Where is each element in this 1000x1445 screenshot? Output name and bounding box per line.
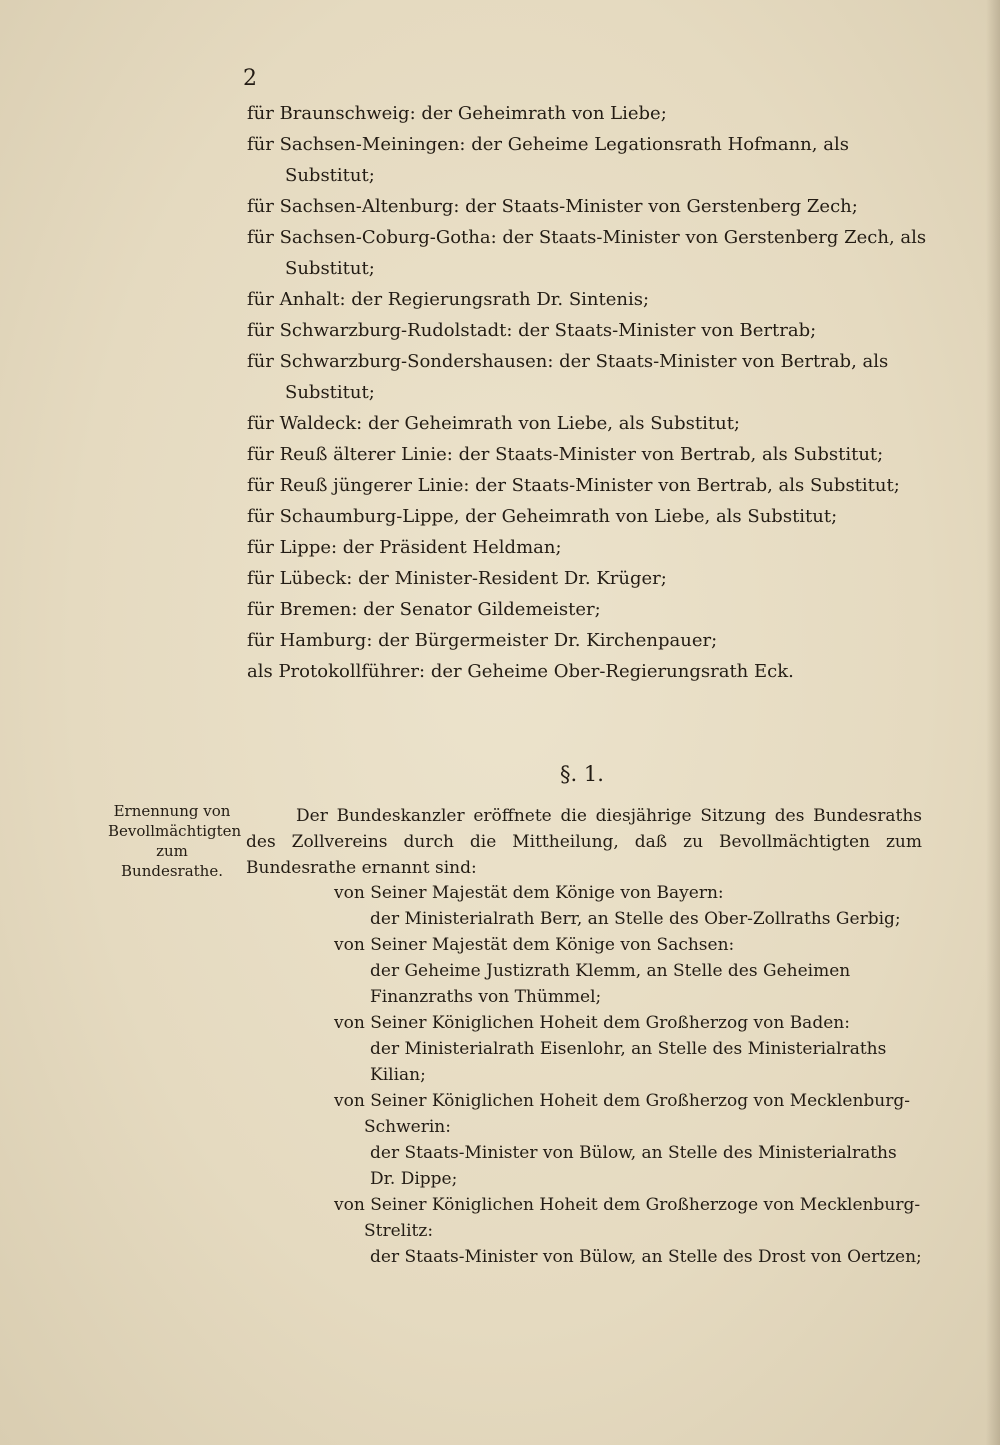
list-item: für Lübeck: der Minister-Resident Dr. Krüger;: [247, 568, 667, 589]
appointment-item: [334, 880, 924, 932]
list-item: für Sachsen-Meiningen: der Geheime Legationsrath Hofmann, als Substitut;: [247, 134, 849, 186]
list-item: für Lippe: der Präsident Heldman;: [247, 537, 562, 558]
sovereign-line: von Seiner Königlichen Hoheit dem Großherzog von Mecklenburg-Schwerin:: [334, 1091, 911, 1137]
list-item: für Schwarzburg-Rudolstadt: der Staats-Minister von Bertrab;: [247, 320, 817, 341]
list-item: für Schaumburg-Lippe, der Geheimrath von Liebe, als Substitut;: [247, 506, 838, 527]
list-item: für Sachsen-Altenburg: der Staats-Minister von Gerstenberg Zech;: [247, 196, 858, 217]
list-item: für Anhalt: der Regierungsrath Dr. Sintenis;: [247, 289, 650, 310]
page-number: 2: [243, 66, 257, 91]
marginal-note: Ernennung von Bevollmächtigten zum Bundesrathe.: [108, 802, 242, 880]
appointment-item: [334, 1192, 924, 1270]
sovereign-line: von Seiner Majestät dem Könige von Sachsen:: [334, 935, 735, 955]
list-item: für Braunschweig: der Geheimrath von Liebe;: [247, 103, 667, 124]
delegate-line: der Geheime Justizrath Klemm, an Stelle des Geheimen Finanzraths von Thümmel;: [370, 961, 851, 1007]
sovereign-line: von Seiner Königlichen Hoheit dem Großherzog von Baden:: [334, 1013, 850, 1033]
appointment-item: [334, 932, 924, 1010]
sovereign-line: von Seiner Königlichen Hoheit dem Großherzoge von Mecklenburg-Strelitz:: [334, 1195, 921, 1241]
sovereign-line: von Seiner Majestät dem Könige von Bayern:: [334, 883, 724, 903]
list-item: für Hamburg: der Bürgermeister Dr. Kirchenpauer;: [247, 630, 718, 651]
list-item: als Protokollführer: der Geheime Ober-Regierungsrath Eck.: [247, 661, 794, 682]
delegate-line: der Ministerialrath Berr, an Stelle des Ober-Zollraths Gerbig;: [370, 909, 901, 929]
delegate-line: der Staats-Minister von Bülow, an Stelle des Ministerialraths Dr. Dippe;: [370, 1143, 897, 1189]
list-item: für Schwarzburg-Sondershausen: der Staats-Minister von Bertrab, als Substitut;: [247, 351, 889, 403]
list-item: für Bremen: der Senator Gildemeister;: [247, 599, 601, 620]
list-item: für Reuß jüngerer Linie: der Staats-Minister von Bertrab, als Substitut;: [247, 475, 900, 496]
list-item: für Sachsen-Coburg-Gotha: der Staats-Minister von Gerstenberg Zech, als Substitut;: [247, 227, 927, 279]
appointment-item: [334, 1010, 924, 1088]
list-item: für Reuß älterer Linie: der Staats-Minister von Bertrab, als Substitut;: [247, 444, 884, 465]
appointment-item: [334, 1088, 924, 1192]
section-heading: §. 1.: [560, 762, 604, 786]
delegate-line: der Ministerialrath Eisenlohr, an Stelle des Ministerialraths Kilian;: [370, 1039, 887, 1085]
delegate-line: der Staats-Minister von Bülow, an Stelle des Drost von Oertzen;: [370, 1247, 922, 1267]
list-item: für Waldeck: der Geheimrath von Liebe, als Substitut;: [247, 413, 740, 434]
body-paragraph: Der Bundeskanzler eröffnete die diesjährige Sitzung des Bundesraths des Zollvereins durch die Mittheilung, daß zu Bevollmächtigten zum Bundesrathe ernannt sind:: [246, 806, 922, 878]
appointment-list: [334, 880, 924, 1270]
delegate-list: [247, 98, 927, 687]
